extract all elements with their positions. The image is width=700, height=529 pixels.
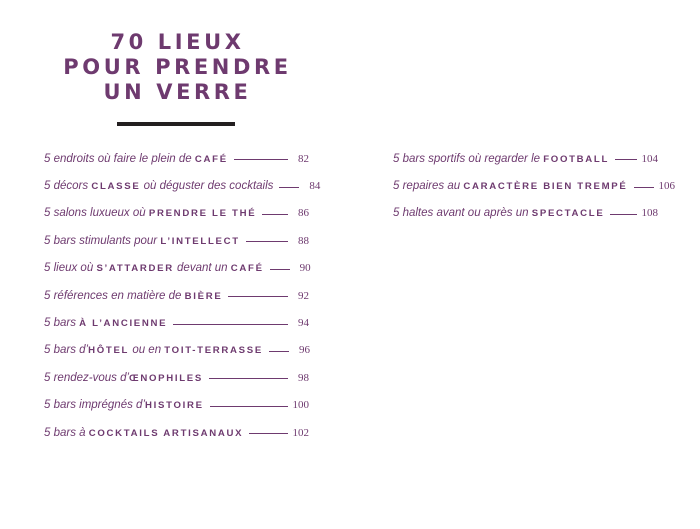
toc-entry-label xyxy=(44,344,263,356)
toc-entry-label xyxy=(44,153,228,165)
toc-entry-keyword: CAFÉ xyxy=(194,153,228,165)
toc-entry xyxy=(393,172,675,199)
toc-leader-line xyxy=(279,187,299,188)
toc-entry-label xyxy=(44,317,167,329)
toc-entry-text: 5 lieux où xyxy=(44,262,97,275)
toc-entry-text: 5 bars d’ xyxy=(44,344,89,357)
toc-page-number: 92 xyxy=(298,289,309,302)
toc-entry xyxy=(44,419,309,446)
toc-page-number: 84 xyxy=(309,180,321,193)
toc-entry-keyword: FOOTBALL xyxy=(543,153,610,165)
toc-entry xyxy=(44,227,309,254)
toc-entry-text: 5 bars xyxy=(44,317,80,330)
toc-entry-text: 5 bars imprégnés d’ xyxy=(44,399,145,412)
toc-entry-keyword: BIÈRE xyxy=(184,290,223,302)
title-underline-rule xyxy=(117,122,235,126)
toc-entry-keyword: COCKTAILS ARTISANAUX xyxy=(88,427,244,439)
toc-entry-label xyxy=(393,180,628,192)
toc-leader-line xyxy=(246,241,288,242)
toc-page-number: 94 xyxy=(298,317,309,330)
toc-entry xyxy=(44,364,309,391)
toc-leader-line xyxy=(270,269,290,270)
toc-entry xyxy=(44,337,309,364)
toc-entry-label xyxy=(44,427,243,439)
toc-entry-text: 5 bars stimulants pour xyxy=(44,234,161,247)
toc-page-number: 104 xyxy=(641,152,658,165)
toc-page-number: 86 xyxy=(298,207,309,220)
toc-entry-keyword: CARACTÈRE BIEN TREMPÉ xyxy=(463,181,628,193)
toc-leader-line xyxy=(249,433,287,434)
toc-entry-label xyxy=(393,153,609,165)
toc-entry-text: 5 repaires au xyxy=(393,180,464,193)
toc-page-number: 96 xyxy=(298,344,310,357)
toc-page-number: 108 xyxy=(641,207,658,220)
toc-leader-line xyxy=(234,159,288,160)
title-line-2: POUR PRENDRE xyxy=(63,55,292,79)
toc-entry-label xyxy=(44,235,240,247)
page-title xyxy=(60,30,295,105)
toc-leader-line xyxy=(269,351,289,352)
toc-column-left xyxy=(44,145,321,446)
toc-leader-line xyxy=(634,187,654,188)
toc-entry-keyword: L’INTELLECT xyxy=(160,235,240,247)
toc-entry-text: 5 haltes avant ou après un xyxy=(393,207,532,220)
toc-entry-text: 5 salons luxueux où xyxy=(44,207,149,220)
toc-page-number: 106 xyxy=(658,180,675,193)
toc-entry xyxy=(44,392,309,419)
toc-entry-text: où déguster des cocktails xyxy=(140,180,274,193)
toc-page-number: 98 xyxy=(298,371,309,384)
toc-entry-text: 5 bars sportifs où regarder le xyxy=(393,152,544,165)
toc-page-number: 100 xyxy=(292,399,309,412)
toc-page-number: 90 xyxy=(299,262,311,275)
toc-entry-text: 5 rendez-vous d’ xyxy=(44,371,130,384)
toc-leader-line xyxy=(209,378,288,379)
toc-entry-keyword: SPECTACLE xyxy=(531,208,605,220)
toc-page-number: 102 xyxy=(292,426,309,439)
toc-entry xyxy=(44,255,309,282)
toc-column-right xyxy=(393,145,675,227)
toc-entry-keyword: ŒNOPHILES xyxy=(129,372,203,384)
toc-entry-text: ou en xyxy=(129,344,165,357)
toc-entry-text: 5 bars à xyxy=(44,426,89,439)
toc-entry-label xyxy=(44,262,264,274)
toc-entry xyxy=(44,282,309,309)
title-line-1: 70 LIEUX xyxy=(110,30,245,54)
toc-entry-keyword: CLASSE xyxy=(91,181,141,193)
toc-entry xyxy=(44,172,321,199)
toc-entry-keyword: HISTOIRE xyxy=(145,400,204,412)
toc-entry-label xyxy=(44,207,256,219)
toc-entry xyxy=(44,309,309,336)
toc-entry-label xyxy=(44,180,273,192)
toc-leader-line xyxy=(210,406,288,407)
toc-entry-keyword: CAFÉ xyxy=(230,263,264,275)
toc-entry-label xyxy=(44,372,203,384)
toc-leader-line xyxy=(228,296,288,297)
toc-entry-keyword: PRENDRE LE THÉ xyxy=(148,208,257,220)
toc-entry-label xyxy=(393,207,604,219)
title-line-3: UN VERRE xyxy=(103,80,252,104)
toc-entry-keyword: TOIT-TERRASSE xyxy=(164,345,263,357)
toc-entry-text: 5 références en matière de xyxy=(44,289,185,302)
toc-entry-label xyxy=(44,290,222,302)
toc-page-number: 82 xyxy=(298,152,309,165)
toc-leader-line xyxy=(615,159,636,160)
toc-entry xyxy=(393,200,658,227)
toc-leader-line xyxy=(610,214,636,215)
toc-entry-text: 5 décors xyxy=(44,180,92,193)
toc-entry xyxy=(393,145,658,172)
toc-entry xyxy=(44,200,309,227)
toc-entry-text: devant un xyxy=(173,262,231,275)
toc-leader-line xyxy=(173,324,288,325)
toc-entry xyxy=(44,145,309,172)
toc-entry-text: 5 endroits où faire le plein de xyxy=(44,152,195,165)
toc-entry-keyword: À L’ANCIENNE xyxy=(79,318,168,330)
toc-page-number: 88 xyxy=(298,234,309,247)
toc-entry-label xyxy=(44,399,204,411)
toc-entry-keyword: S’ATTARDER xyxy=(96,263,174,275)
toc-entry-keyword: HÔTEL xyxy=(88,345,130,357)
toc-leader-line xyxy=(262,214,288,215)
